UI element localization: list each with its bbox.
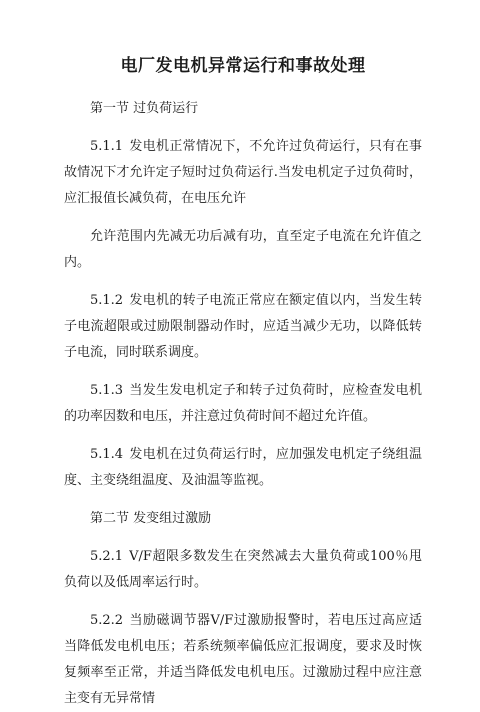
clause-number: 5.1.1 [90,139,124,154]
clause-number: 5.1.3 [90,383,124,398]
section-heading-1: 第一节 过负荷运行 [90,101,199,116]
paragraph-text: 当发生发电机定子和转子过负荷时，应检查发电机的功率因数和电压，并注意过负荷时间不超过允许值。 [64,383,422,424]
clause-number: 5.1.4 [90,447,124,462]
clause-number: 5.2.1 [90,549,124,564]
document-title: 电厂发电机异常运行和事故处理 [120,56,366,76]
clause-number: 5.2.2 [90,613,124,628]
paragraph-continuation [64,224,422,276]
paragraph-text: 当励磁调节器V/F过激励报警时，若电压过高应适当降低发电机电压；若系统频率偏低应汇报调度，要求及时恢复频率至正常，并适当降低发电机电压。过激励过程中应注意主变有无异常情 [64,613,422,706]
paragraph-text: V/F超限多数发生在突然减去大量负荷或100％甩负荷以及低周率运行时。 [64,549,422,590]
paragraph-5-2-1 [64,544,422,596]
section-heading-2: 第二节 发变组过激励 [90,511,212,526]
paragraph-text: 发电机的转子电流正常应在额定值以内，当发生转子电流超限或过励限制器动作时，应适当减少无功，以降低转子电流，同时联系调度。 [64,293,422,360]
paragraph-5-1-3 [64,378,422,430]
paragraph-5-2-2 [64,608,422,712]
paragraph-5-1-4 [64,442,422,494]
paragraph-text: 发电机在过负荷运行时，应加强发电机定子绕组温度、主变绕组温度、及油温等监视。 [64,447,422,488]
clause-number: 5.1.2 [90,293,124,308]
paragraph-5-1-1 [64,134,422,212]
paragraph-text: 允许范围内先减无功后减有功，直至定子电流在允许值之内。 [64,229,422,270]
paragraph-5-1-2 [64,288,422,366]
paragraph-text: 发电机正常情况下，不允许过负荷运行，只有在事故情况下才允许定子短时过负荷运行.当发电机定子过负荷时，应汇报值长减负荷，在电压允许 [64,139,422,206]
